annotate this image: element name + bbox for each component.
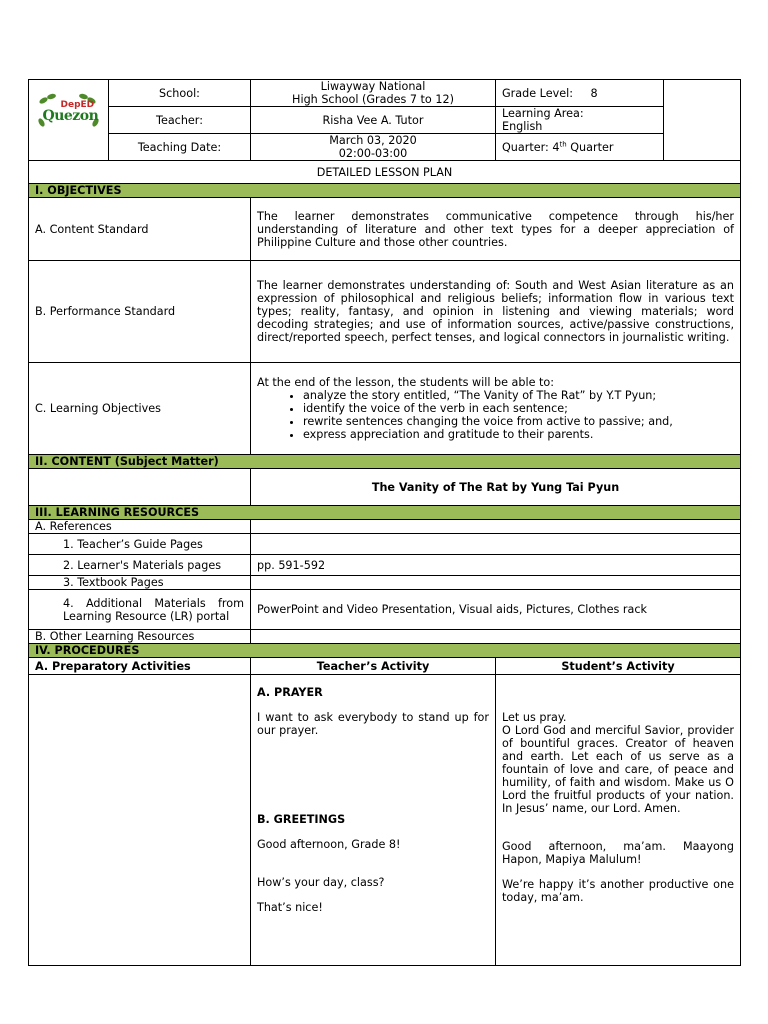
learning-objective-item: • analyze the story entitled, “The Vanity of The Rat” by Y.T Pyun; xyxy=(303,389,734,402)
preparatory-activities-header: A. Preparatory Activities xyxy=(29,658,251,675)
grade-level-cell xyxy=(496,80,664,107)
content-standard-label: A. Content Standard xyxy=(29,198,251,261)
teachers-activity-cell xyxy=(251,675,496,966)
content-heading: II. CONTENT (Subject Matter) xyxy=(29,455,741,469)
performance-standard-label: B. Performance Standard xyxy=(29,261,251,363)
greet-student-1: Good afternoon, ma’am. Maayong Hapon, Mapiya Malulum! xyxy=(502,840,734,866)
teacher-label: Teacher: xyxy=(109,107,251,134)
students-activity-cell xyxy=(496,675,741,966)
greet-teacher-1: Good afternoon, Grade 8! xyxy=(257,838,401,851)
resources-heading-row xyxy=(29,506,741,520)
header-row-date xyxy=(29,134,741,161)
school-value-line2: High School (Grades 7 to 12) xyxy=(292,93,454,106)
other-resources-row xyxy=(29,630,741,644)
learning-objective-item: • express appreciation and gratitude to their parents. xyxy=(303,428,734,441)
subject-matter-blank xyxy=(29,469,251,506)
performance-standard-row xyxy=(29,261,741,363)
logo-text: Quezon xyxy=(42,108,99,124)
subject-matter-row xyxy=(29,469,741,506)
document-title: DETAILED LESSON PLAN xyxy=(29,161,741,184)
quarter-word: Quarter xyxy=(570,140,614,154)
quarter-number: 4 xyxy=(552,140,560,154)
learning-objectives-row xyxy=(29,363,741,455)
objectives-heading: I. OBJECTIVES xyxy=(29,184,741,198)
learning-area-value: English xyxy=(502,120,543,133)
teaching-date-line1: March 03, 2020 xyxy=(329,134,417,147)
quarter-cell xyxy=(496,134,664,161)
learners-materials-row xyxy=(29,555,741,576)
learning-objective-item: • identify the voice of the verb in each sentence; xyxy=(303,402,734,415)
learning-objective-item: • rewrite sentences changing the voice from active to passive; and, xyxy=(303,415,734,428)
teacher-value: Risha Vee A. Tutor xyxy=(251,107,496,134)
other-resources-label: B. Other Learning Resources xyxy=(29,630,251,644)
teachers-guide-row xyxy=(29,534,741,555)
procedures-heading: IV. PROCEDURES xyxy=(29,644,741,658)
deped-quezon-logo xyxy=(31,90,107,150)
resources-heading: III. LEARNING RESOURCES xyxy=(29,506,741,520)
prayer-heading: A. PRAYER xyxy=(257,686,323,699)
content-standard-text: The learner demonstrates communicative competence through his/her understanding of literature and other text types for a deeper appreciation of Philippine Culture and those other countries. xyxy=(251,198,741,261)
teachers-guide-label: 1. Teacher’s Guide Pages xyxy=(29,534,251,555)
prayer-teacher-text: I want to ask everybody to stand up for our prayer. xyxy=(257,711,489,737)
procedures-heading-row xyxy=(29,644,741,658)
school-value xyxy=(251,80,496,107)
greetings-heading: B. GREETINGS xyxy=(257,813,346,826)
title-row xyxy=(29,161,741,184)
learning-objectives-intro: At the end of the lesson, the students will be able to: xyxy=(257,376,555,389)
teaching-date-value xyxy=(251,134,496,161)
additional-materials-row xyxy=(29,590,741,630)
preparatory-blank xyxy=(29,675,251,966)
references-row xyxy=(29,520,741,534)
content-heading-row xyxy=(29,455,741,469)
greet-teacher-2: How’s your day, class? xyxy=(257,876,385,889)
additional-materials-value: PowerPoint and Video Presentation, Visual aids, Pictures, Clothes rack xyxy=(251,590,741,630)
grade-level-value: 8 xyxy=(590,86,598,100)
learning-objectives-cell xyxy=(251,363,741,455)
content-standard-row xyxy=(29,198,741,261)
objectives-heading-row xyxy=(29,184,741,198)
lesson-plan-page xyxy=(28,79,740,966)
lesson-plan-table xyxy=(28,79,741,966)
textbook-label: 3. Textbook Pages xyxy=(29,576,251,590)
grade-level-label: Grade Level: xyxy=(502,86,573,100)
header-row-school xyxy=(29,80,741,107)
header-row-teacher xyxy=(29,107,741,134)
learners-materials-label: 2. Learner's Materials pages xyxy=(29,555,251,576)
students-activity-header: Student’s Activity xyxy=(496,658,741,675)
textbook-row xyxy=(29,576,741,590)
procedures-columns-row xyxy=(29,658,741,675)
learning-objectives-label: C. Learning Objectives xyxy=(29,363,251,455)
school-value-line1: Liwayway National xyxy=(320,80,426,93)
greet-teacher-3: That’s nice! xyxy=(257,901,323,914)
quarter-label: Quarter: xyxy=(502,140,549,154)
teachers-activity-header: Teacher’s Activity xyxy=(251,658,496,675)
prayer-student-text: Let us pray. O Lord God and merciful Savior, provider of bountiful graces. Creator of heaven and earth. Let each of us serve as a fountain of love and care, of peace and humility, of faith and wisdom. Make us O Lord the fruitful products of your nation. In Jesus’ name, our Lord. Amen. xyxy=(502,711,734,815)
references-label: A. References xyxy=(29,520,251,534)
greet-student-2: We’re happy it’s another productive one today, ma’am. xyxy=(502,878,734,904)
additional-materials-label: 4. Additional Materials from Learning Resource (LR) portal xyxy=(29,590,251,630)
logo-deped-text: DepED xyxy=(60,100,95,110)
school-label: School: xyxy=(109,80,251,107)
header-blank-cell xyxy=(664,80,741,161)
performance-standard-text: The learner demonstrates understanding of: South and West Asian literature as an expression of philosophical and religious beliefs; information flow in various text types; reality, fantasy, and opinion in listening and viewing materials; word decoding strategies; and use of information sources, active/passive constructions, direct/reported speech, perfect tenses, and logical connectors in journalistic writing. xyxy=(251,261,741,363)
procedures-body-row xyxy=(29,675,741,966)
teaching-time-line2: 02:00-03:00 xyxy=(338,147,408,160)
subject-matter-title: The Vanity of The Rat by Yung Tai Pyun xyxy=(251,469,741,506)
teaching-date-label: Teaching Date: xyxy=(109,134,251,161)
learning-area-label: Learning Area: xyxy=(502,107,584,120)
learning-area-cell xyxy=(496,107,664,134)
learning-objectives-list xyxy=(257,389,734,441)
logo-cell xyxy=(29,80,109,161)
learners-materials-value: pp. 591-592 xyxy=(251,555,741,576)
quarter-suffix: th xyxy=(559,139,567,148)
